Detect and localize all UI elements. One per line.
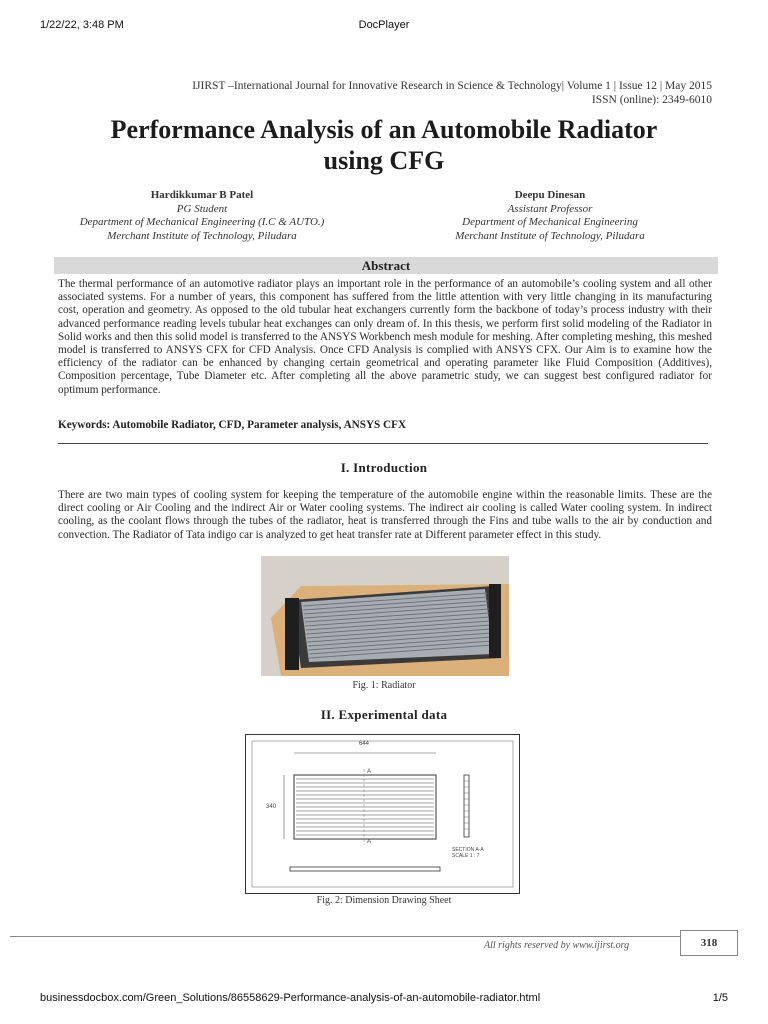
author-name: Deepu Dinesan bbox=[514, 189, 586, 201]
author-role: Assistant Professor bbox=[507, 202, 593, 215]
divider bbox=[58, 443, 708, 444]
paper-title bbox=[0, 114, 768, 176]
rights-text: All rights reserved by www.ijirst.org bbox=[484, 940, 630, 951]
section-label bbox=[452, 847, 484, 859]
section-label-line-1: SECTION A-A bbox=[452, 847, 484, 853]
author-block-1 bbox=[42, 189, 362, 243]
journal-line: IJIRST –International Journal for Innovative Research in Science & Technology| Volume 1 | Issue 12 | May 2015 bbox=[192, 80, 712, 92]
author-department: Department of Mechanical Engineering (I.C & AUTO.) bbox=[79, 216, 325, 228]
author-block-2 bbox=[390, 189, 710, 243]
print-page-count: 1/5 bbox=[712, 992, 728, 1004]
dimension-top: 644 bbox=[359, 741, 370, 747]
title-line-1: Performance Analysis of an Automobile Radiator bbox=[110, 115, 658, 144]
print-site-title: DocPlayer bbox=[358, 19, 410, 31]
keywords: Keywords: Automobile Radiator, CFD, Parameter analysis, ANSYS CFX bbox=[58, 419, 407, 431]
page-number: 318 bbox=[680, 930, 738, 956]
title-line-2: using CFG bbox=[323, 146, 445, 175]
radiator-illustration bbox=[261, 556, 509, 676]
section-heading-experimental-data: II. Experimental data bbox=[320, 707, 448, 722]
figure-1-caption: Fig. 1: Radiator bbox=[352, 680, 416, 691]
section-marker-top: A bbox=[367, 769, 372, 775]
drawing-illustration bbox=[246, 735, 519, 893]
section-heading-introduction: I. Introduction bbox=[340, 460, 428, 475]
issn-line: ISSN (online): 2349-6010 bbox=[591, 94, 712, 106]
section-label-line-2: SCALE 1 : 7 bbox=[452, 853, 480, 859]
author-role: PG Student bbox=[176, 202, 228, 215]
print-datetime: 1/22/22, 3:48 PM bbox=[40, 19, 124, 31]
dimension-side: 340 bbox=[266, 804, 277, 810]
footer-rule bbox=[10, 936, 680, 937]
radiator-photo bbox=[261, 556, 509, 676]
figure-2-caption: Fig. 2: Dimension Drawing Sheet bbox=[316, 895, 452, 906]
print-url: businessdocbox.com/Green_Solutions/86558629-Performance-analysis-of-an-automobile-radiator.html bbox=[40, 992, 541, 1004]
introduction-text: There are two main types of cooling system for keeping the temperature of the automobile engine within the reasonable limits. These are the direct cooling or Air Cooling and the indirect Air or Water cooling systems. The indirect air cooling is called Water cooling system. In indirect cooling, as the coolant flows through the tubes of the radiator, heat is transferred through the Fins and tube walls to the air by conduction and convection. The Radiator of Tata indigo car is analyzed to get heat transfer rate at Different parameter effect in this study. bbox=[58, 489, 712, 541]
author-institute: Merchant Institute of Technology, Piludara bbox=[107, 229, 297, 242]
author-department: Department of Mechanical Engineering bbox=[462, 216, 638, 228]
section-marker-bottom: A bbox=[367, 839, 372, 845]
journal-header bbox=[192, 79, 712, 107]
author-name: Hardikkumar B Patel bbox=[150, 189, 254, 201]
author-institute: Merchant Institute of Technology, Piludara bbox=[455, 229, 645, 242]
dimension-drawing bbox=[245, 734, 520, 894]
abstract-heading: Abstract bbox=[54, 257, 718, 274]
abstract-text: The thermal performance of an automotive radiator plays an important role in the performance of an automobile’s cooling system and all other associated systems. For a number of years, this component has suffered from the little attention with very little changing in its manufacturing cost, operation and geometry. As opposed to the old tubular heat exchangers currently form the backbone of today’s process industry with their advanced performance reading levels tubular heat exchanges can only dream of. In this thesis, we perform first solid modeling of the Radiator in Solid works and then this solid model is transferred to the ANSYS Workbench mesh module for meshing. After completing meshing, this meshed model is transferred to ANSYS CFX for CFD Analysis. Once CFD Analysis is complied with ANSYS CFX. Our Aim is to examine how the efficiency of the radiator can be enhanced by changing certain geometrical and operating parameter like Fluid Composition (Additives), Composition percentage, Tube Diameter etc. After completing all the above parametric study, we can suggest best configured radiator for optimum performance. bbox=[58, 278, 712, 396]
